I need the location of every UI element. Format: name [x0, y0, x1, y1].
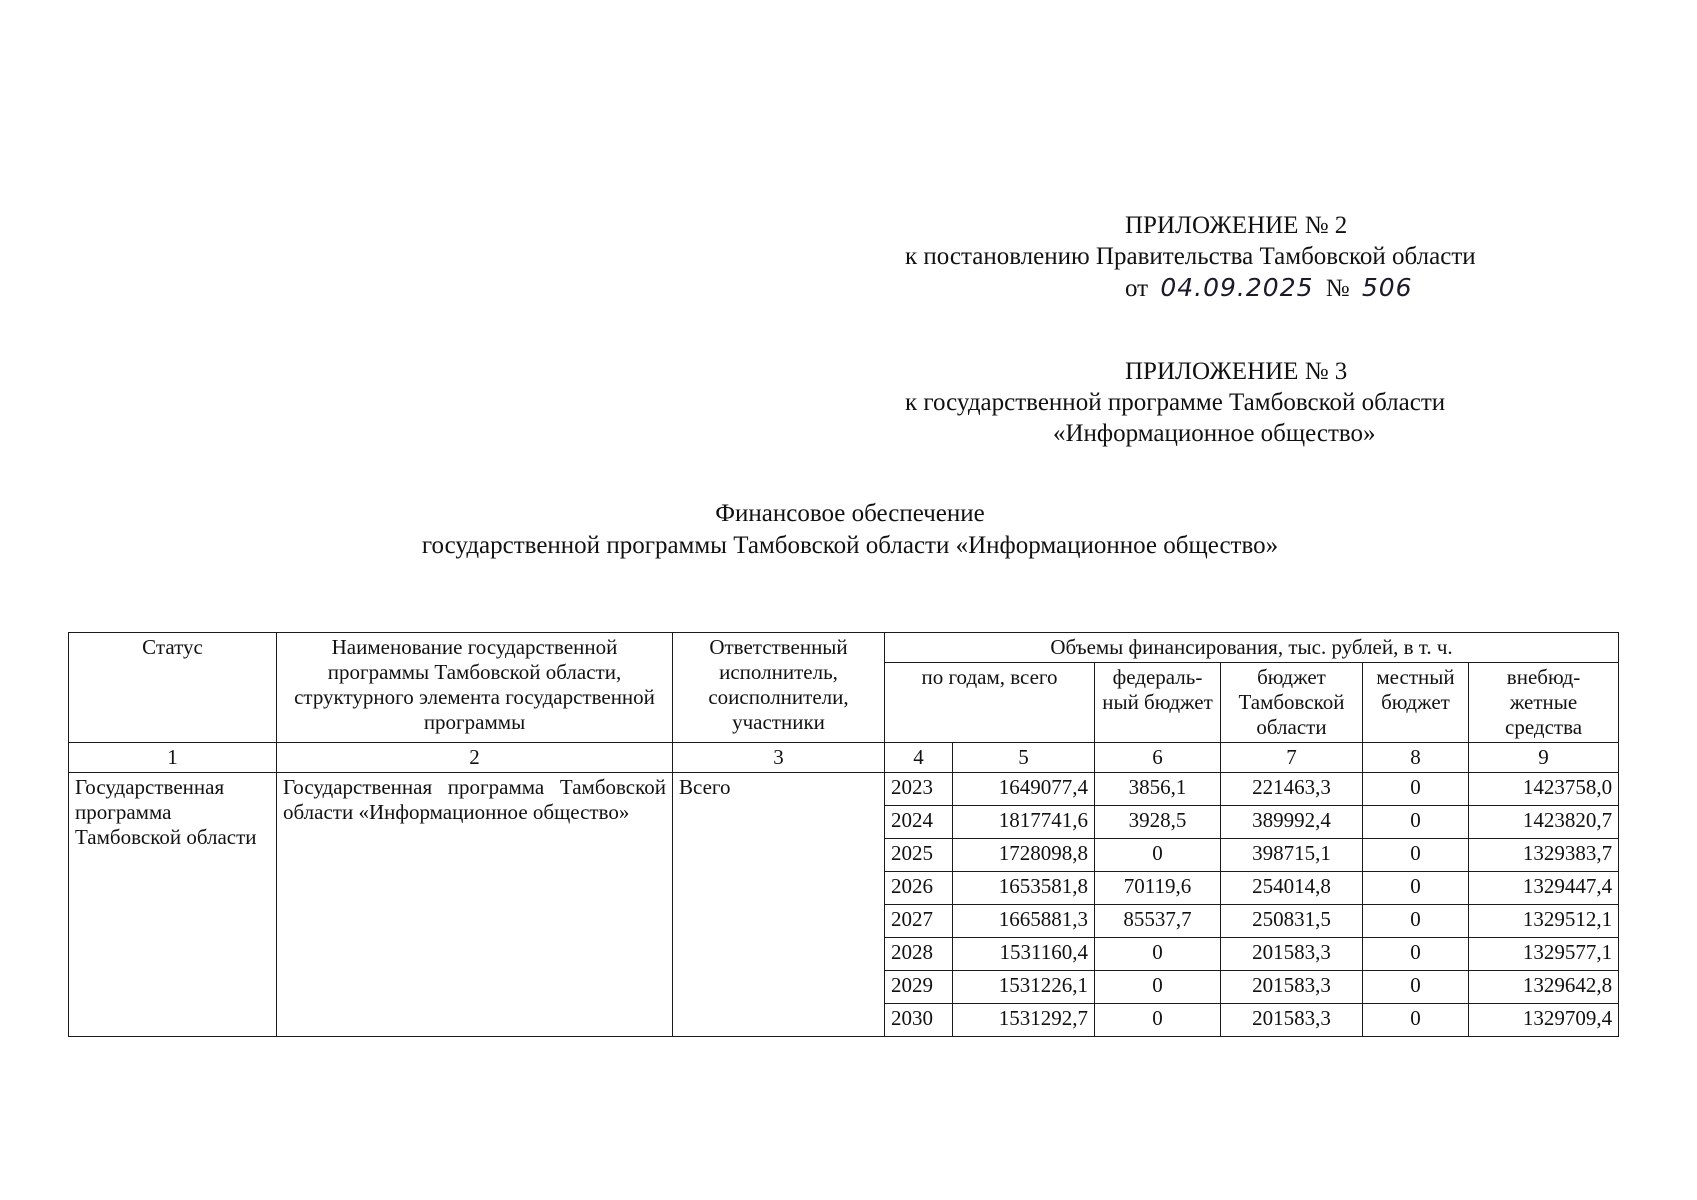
- annex-2-title: ПРИЛОЖЕНИЕ № 2: [1125, 212, 1348, 239]
- extra-cell: 1329512,1: [1469, 905, 1619, 938]
- handwritten-date: 04.09.2025: [1160, 273, 1314, 302]
- annex-2-from-prefix: от: [1125, 275, 1149, 302]
- federal-cell: 70119,6: [1095, 872, 1221, 905]
- year-cell: 2025: [885, 839, 953, 872]
- document-title-line-2: государственной программы Тамбовской области «Информационное общество»: [421, 532, 1279, 559]
- header-by-years: по годам, всего: [885, 663, 1095, 743]
- column-number: 9: [1469, 743, 1619, 773]
- federal-cell: 0: [1095, 1004, 1221, 1037]
- extra-cell: 1329383,7: [1469, 839, 1619, 872]
- extra-cell: 1329709,4: [1469, 1004, 1619, 1037]
- program-name-cell: Государственная программа Тамбовской области «Информационное общество»: [277, 773, 673, 1037]
- local-cell: 0: [1363, 839, 1469, 872]
- status-cell: Государственная программа Тамбовской области: [69, 773, 277, 1037]
- annex-2-reference: к постановлению Правительства Тамбовской области: [905, 243, 1476, 270]
- column-number: 8: [1363, 743, 1469, 773]
- annex-2-number-sign: №: [1325, 275, 1350, 302]
- year-cell: 2029: [885, 971, 953, 1004]
- local-cell: 0: [1363, 872, 1469, 905]
- regional-cell: 201583,3: [1221, 1004, 1363, 1037]
- annex-3-title: ПРИЛОЖЕНИЕ № 3: [1125, 358, 1348, 385]
- extra-cell: 1423820,7: [1469, 806, 1619, 839]
- regional-cell: 389992,4: [1221, 806, 1363, 839]
- column-numbers-row: [69, 743, 1619, 773]
- financing-table: [68, 632, 1619, 1037]
- document-title-line-1: Финансовое обеспечение: [715, 500, 985, 527]
- extra-cell: 1329577,1: [1469, 938, 1619, 971]
- document-title: [300, 498, 1400, 562]
- total-cell: 1531226,1: [953, 971, 1095, 1004]
- header-extrabudgetary: внебюд-жетные средства: [1469, 663, 1619, 743]
- extra-cell: 1329447,4: [1469, 872, 1619, 905]
- header-status: Статус: [69, 633, 277, 743]
- annex-2-block: [905, 210, 1605, 304]
- handwritten-number: 506: [1361, 273, 1413, 302]
- year-cell: 2028: [885, 938, 953, 971]
- local-cell: 0: [1363, 938, 1469, 971]
- local-cell: 0: [1363, 905, 1469, 938]
- column-number: 3: [673, 743, 885, 773]
- extra-cell: 1329642,8: [1469, 971, 1619, 1004]
- regional-cell: 254014,8: [1221, 872, 1363, 905]
- annex-3-reference: к государственной программе Тамбовской области: [905, 389, 1446, 416]
- regional-cell: 201583,3: [1221, 971, 1363, 1004]
- header-program-name: Наименование государственной программы Тамбовской области, структурного элемента государственной программы: [277, 633, 673, 743]
- year-cell: 2030: [885, 1004, 953, 1037]
- year-cell: 2024: [885, 806, 953, 839]
- header-financing-volumes: Объемы финансирования, тыс. рублей, в т. ч.: [885, 633, 1619, 663]
- column-number: 2: [277, 743, 673, 773]
- total-cell: 1649077,4: [953, 773, 1095, 806]
- total-cell: 1531292,7: [953, 1004, 1095, 1037]
- column-number: 5: [953, 743, 1095, 773]
- local-cell: 0: [1363, 971, 1469, 1004]
- federal-cell: 0: [1095, 938, 1221, 971]
- column-number: 7: [1221, 743, 1363, 773]
- federal-cell: 3928,5: [1095, 806, 1221, 839]
- local-cell: 0: [1363, 773, 1469, 806]
- year-cell: 2026: [885, 872, 953, 905]
- total-cell: 1665881,3: [953, 905, 1095, 938]
- local-cell: 0: [1363, 806, 1469, 839]
- local-cell: 0: [1363, 1004, 1469, 1037]
- column-number: 4: [885, 743, 953, 773]
- federal-cell: 0: [1095, 839, 1221, 872]
- regional-cell: 250831,5: [1221, 905, 1363, 938]
- header-regional-budget: бюджет Тамбовской области: [1221, 663, 1363, 743]
- annex-3-block: [905, 356, 1605, 449]
- header-federal-budget: федераль-ный бюджет: [1095, 663, 1221, 743]
- annex-3-program-name: «Информационное общество»: [1053, 420, 1376, 447]
- year-cell: 2027: [885, 905, 953, 938]
- column-number: 6: [1095, 743, 1221, 773]
- header-local-budget: местный бюджет: [1363, 663, 1469, 743]
- federal-cell: 0: [1095, 971, 1221, 1004]
- total-cell: 1653581,8: [953, 872, 1095, 905]
- total-cell: 1728098,8: [953, 839, 1095, 872]
- total-cell: 1817741,6: [953, 806, 1095, 839]
- annex-2-date-line: [905, 272, 1605, 304]
- executor-cell: Всего: [673, 773, 885, 1037]
- regional-cell: 221463,3: [1221, 773, 1363, 806]
- regional-cell: 398715,1: [1221, 839, 1363, 872]
- year-cell: 2023: [885, 773, 953, 806]
- table-row: [69, 773, 1619, 806]
- header-executor: Ответственный исполнитель, соисполнители, участники: [673, 633, 885, 743]
- column-number: 1: [69, 743, 277, 773]
- total-cell: 1531160,4: [953, 938, 1095, 971]
- federal-cell: 85537,7: [1095, 905, 1221, 938]
- extra-cell: 1423758,0: [1469, 773, 1619, 806]
- regional-cell: 201583,3: [1221, 938, 1363, 971]
- federal-cell: 3856,1: [1095, 773, 1221, 806]
